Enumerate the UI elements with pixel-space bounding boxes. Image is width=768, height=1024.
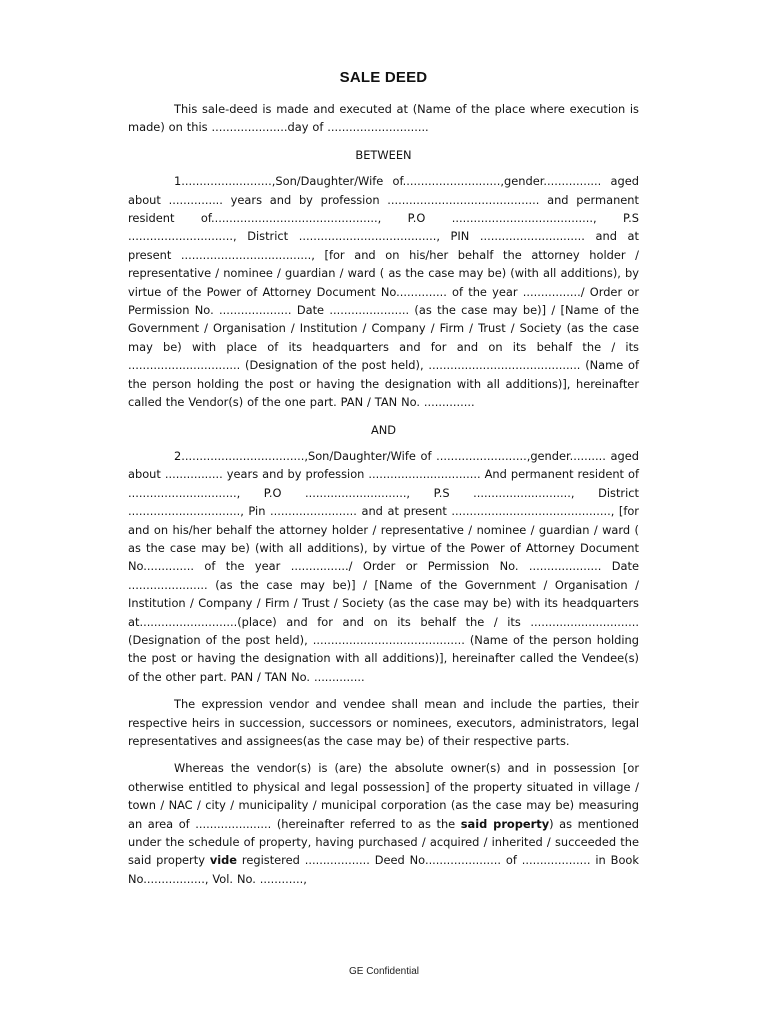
whereas-text-part-1: Whereas the vendor(s) is (are) the absolute owner(s) and in possession [or otherwise entitled to physical and legal possession] of the property situated in village / town / NAC / city / municipality / municipal corporation (as the case may be) measuring an area of ..................... (hereinafter referred to as the [128,761,639,831]
whereas-paragraph [128,759,639,888]
between-heading: BETWEEN [355,147,412,162]
whereas-bold-said-property: said property [460,816,550,831]
party-two-paragraph: 2..................................,Son/Daughter/Wife of .........................,gender.......... aged about ................ years and by profession ............................... And permanent resident of .............................., P.O ............................, P.S ..........................., District ..............................., Pin ........................ and at present ............................................, [for and on his/her behalf the attorney holder / representative / nominee / guardian / ward ( as the case may be) (with all additions), by virtue of the Power of Attorney Document No.............. of the year ................/ Order or Permission No. .................... Date ...................... (as the case may be)] / [Name of the Government / Organisation / Institution / Company / Firm / Trust / Society (as the case may be) with its headquarters at...........................(place) and for and on its behalf the / its .............................. (Designation of the post held), .......................................... (Name of the person holding the post or having the designation with all additions)], hereinafter called the Vendee(s) of the other part. PAN / TAN No. .............. [128,448,639,684]
whereas-text-part-3: registered .................. Deed No..................... of ................... in Book No................., Vol. No. ............, [128,853,639,886]
whereas-text-part-2: ) as mentioned under the schedule of property, having purchased / acquired / inherited / succeeded the said property [128,816,639,868]
expression-paragraph: The expression vendor and vendee shall mean and include the parties, their respective heirs in succession, successors or nominees, executors, administrators, legal representatives and assignees(as the case may be) of their respective parts. [128,697,639,748]
document-title: SALE DEED [339,69,428,86]
document-body [128,68,639,896]
footer-confidential-label: GE Confidential [348,966,420,977]
and-heading: AND [370,422,397,437]
intro-paragraph: This sale-deed is made and executed at (Name of the place where execution is made) on this .....................day of ............................ [128,102,639,135]
party-one-paragraph: 1.........................,Son/Daughter/Wife of...........................,gender................ aged about ............... years and by profession .......................................... and permanent resident of.............................................., P.O ......................................., P.S ............................., District ......................................, PIN ............................. and at present ...................................., [for and on his/her behalf the attorney holder / representative / nominee / guardian / ward ( as the case may be) (with all additions), by virtue of the Power of Attorney Document No.............. of the year ................/ Order or Permission No. .................... Date ...................... (as the case may be)] / [Name of the Government / Organisation / Institution / Company / Firm / Trust / Society (as the case may be) with place of its headquarters and for and on its behalf the / its ............................... (Designation of the post held), .......................................... (Name of the person holding the post or having the designation with all additions)], hereinafter called the Vendor(s) of the one part. PAN / TAN No. .............. [128,174,639,410]
whereas-bold-vide: vide [209,853,238,868]
